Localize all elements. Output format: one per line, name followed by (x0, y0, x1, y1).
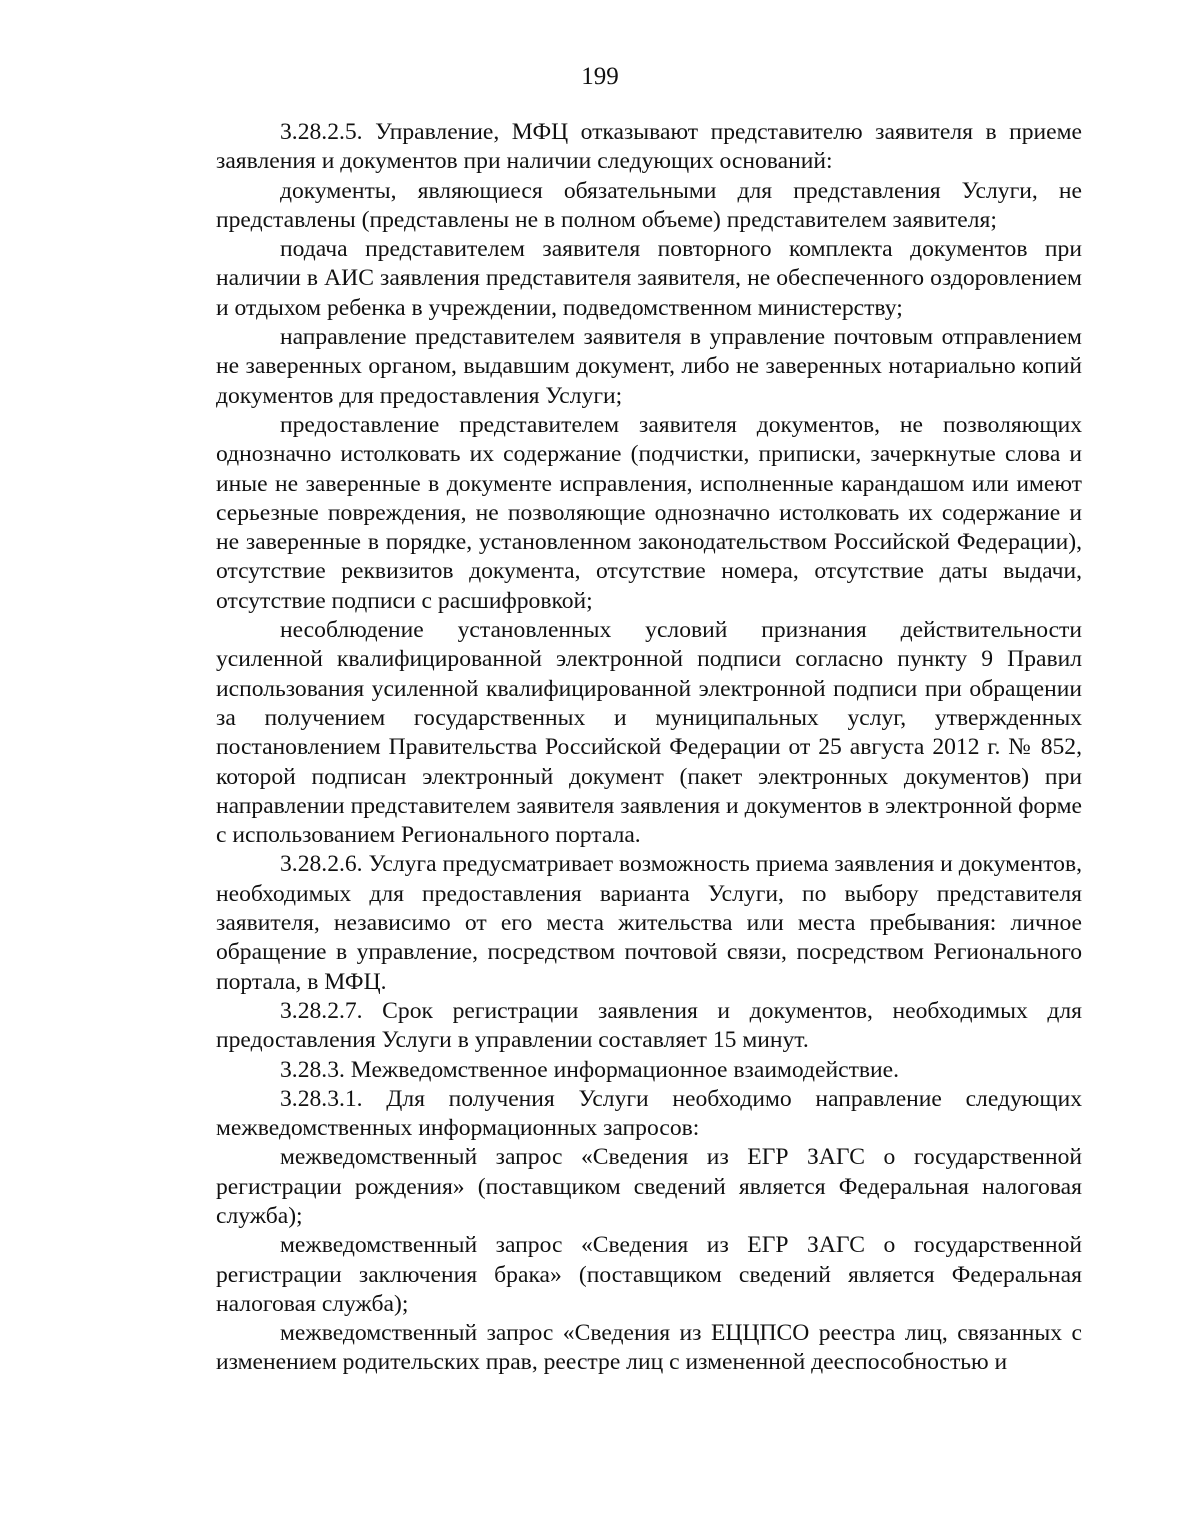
paragraph: 3.28.2.7. Срок регистрации заявления и документов, необходимых для предоставления Услуги в управлении составляет 15 минут. (216, 997, 1082, 1054)
document-body (216, 118, 1082, 1378)
paragraph: несоблюдение установленных условий признания действительности усиленной квалифицированной электронной подписи согласно пункту 9 Правил использования усиленной квалифицированной электронной подписи при обращении за получением государственных и муниципальных услуг, утвержденных постановлением Правительства Российской Федерации от 25 августа 2012 г. № 852, которой подписан электронный документ (пакет электронных документов) при направлении представителем заявителя заявления и документов в электронной форме с использованием Регионального портала. (216, 617, 1082, 849)
paragraph: межведомственный запрос «Сведения из ЕГР ЗАГС о государственной регистрации рождения» (поставщиком сведений является Федеральная налоговая служба); (216, 1144, 1082, 1229)
paragraph: документы, являющиеся обязательными для представления Услуги, не представлены (представлены не в полном объеме) представителем заявителя; (216, 177, 1082, 233)
paragraph: межведомственный запрос «Сведения из ЕГР ЗАГС о государственной регистрации заключения брака» (поставщиком сведений является Федеральная налоговая служба); (216, 1232, 1082, 1317)
paragraph: направление представителем заявителя в управление почтовым отправлением не заверенных органом, выдавшим документ, либо не заверенных нотариально копий документов для предоставления Услуги; (216, 324, 1082, 409)
paragraph: 3.28.3.1. Для получения Услуги необходимо направление следующих межведомственных информационных запросов: (216, 1085, 1082, 1142)
paragraph: подача представителем заявителя повторного комплекта документов при наличии в АИС заявления представителя заявителя, не обеспеченного оздоровлением и отдыхом ребенка в учреждении, подведомственном министерству; (216, 236, 1082, 321)
paragraph: предоставление представителем заявителя документов, не позволяющих однозначно истолковать их содержание (подчистки, приписки, зачеркнутые слова и иные не заверенные в документе исправления, исполненные карандашом или имеют серьезные повреждения, не позволяющие однозначно истолковать их содержание и не заверенные в порядке, установленном законодательством Российской Федерации), отсутствие реквизитов документа, отсутствие номера, отсутствие даты выдачи, отсутствие подписи с расшифровкой; (216, 411, 1082, 614)
page-number: 199 (581, 63, 619, 90)
paragraph: 3.28.2.5. Управление, МФЦ отказывают представителю заявителя в приеме заявления и документов при наличии следующих оснований: (216, 119, 1082, 175)
paragraph: 3.28.2.6. Услуга предусматривает возможность приема заявления и документов, необходимых для предоставления варианта Услуги, по выбору представителя заявителя, независимо от его места жительства или места пребывания: личное обращение в управление, посредством почтовой связи, посредством Регионального портала, в МФЦ. (216, 851, 1082, 995)
paragraph: 3.28.3. Межведомственное информационное взаимодействие. (280, 1056, 900, 1083)
paragraph: межведомственный запрос «Сведения из ЕЦЦПСО реестра лиц, связанных с изменением родительских прав, реестре лиц с измененной дееспособностью и (216, 1320, 1082, 1376)
